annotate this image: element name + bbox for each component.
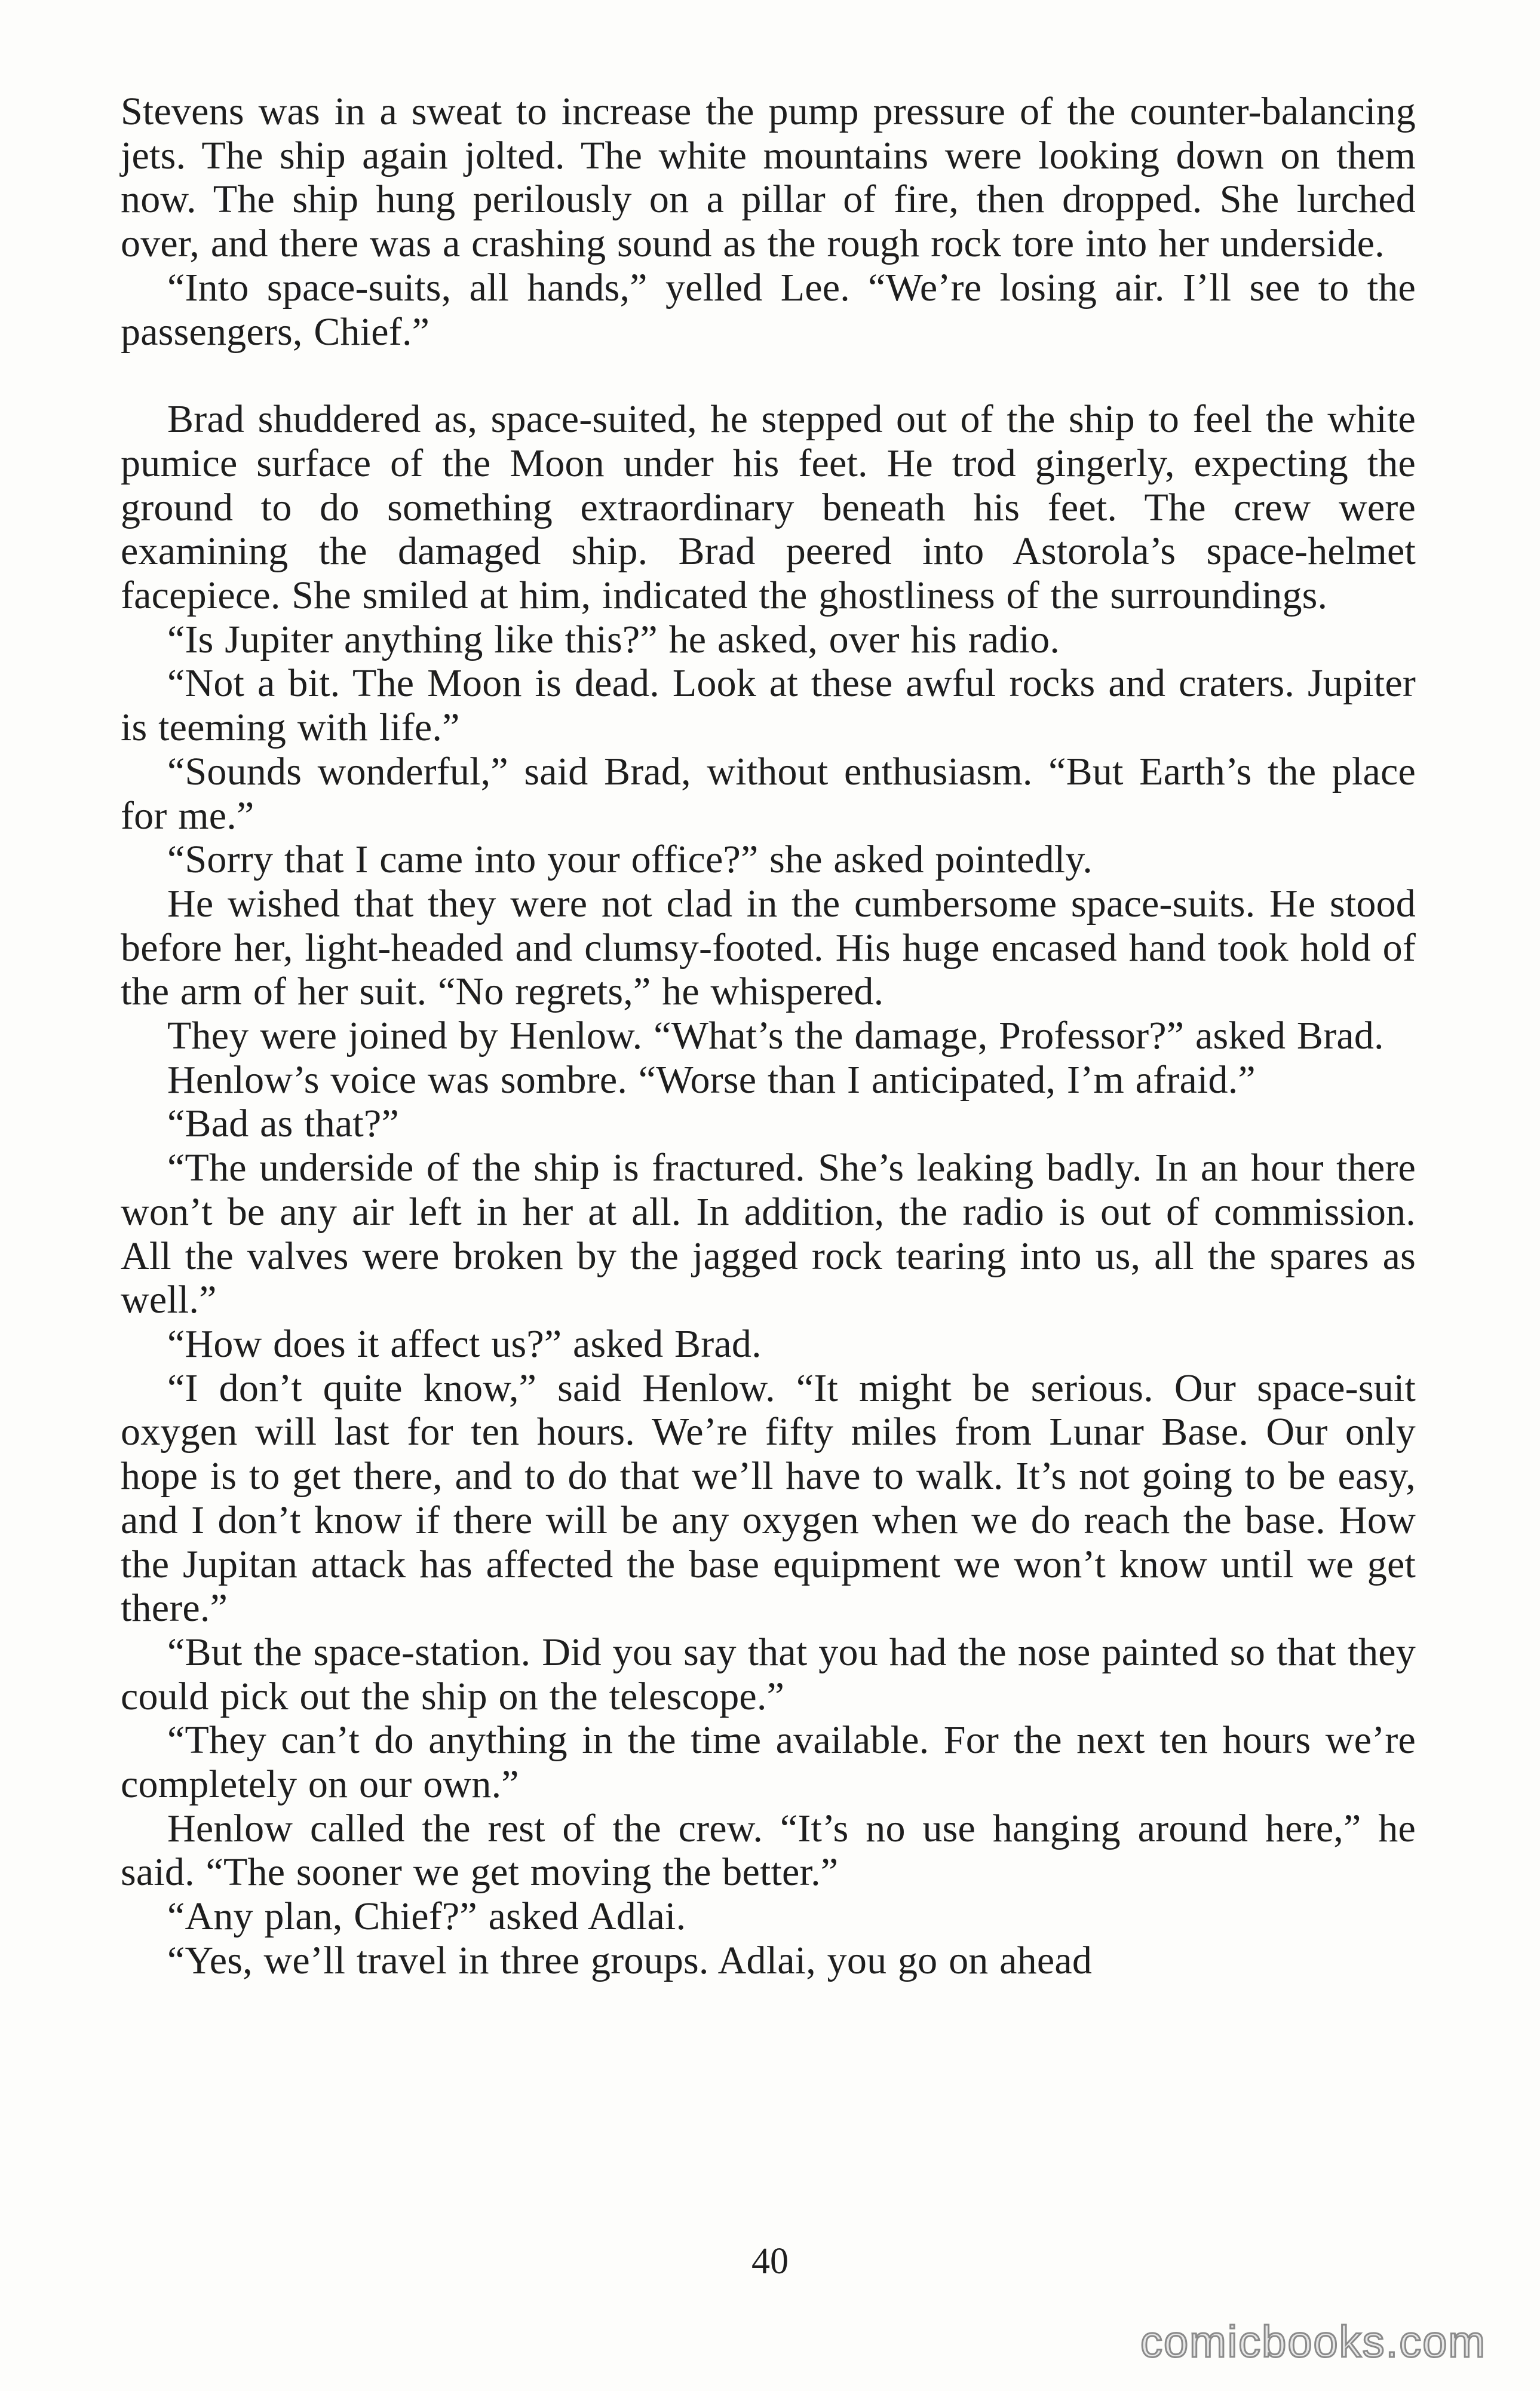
paragraph: “Sounds wonderful,” said Brad, without enthusiasm. “But Earth’s the place for me.” — [121, 749, 1416, 838]
paragraph: Stevens was in a sweat to increase the pump pressure of the counter-balancing jets. The ship again jolted. The white mountains were looking down on them now. The ship hung perilously on a pillar of fire, then dropped. She lurched over, and there was a crashing sound as the rough rock tore into her underside. — [121, 90, 1416, 266]
paragraph: “Not a bit. The Moon is dead. Look at these awful rocks and craters. Jupiter is teeming with life.” — [121, 661, 1416, 750]
paragraph: “How does it affect us?” asked Brad. — [167, 1322, 762, 1366]
paragraph: “I don’t quite know,” said Henlow. “It might be serious. Our space-suit oxygen will last for ten hours. We’re fifty miles from Lunar Base. Our only hope is to get there, and to do that we’ll have to walk. It’s not going to be easy, and I don’t know if there will be any oxygen when we do reach the base. How the Jupitan attack has affected the base equipment we won’t know until we get there.” — [121, 1366, 1416, 1630]
paragraph: Brad shuddered as, space-suited, he stepped out of the ship to feel the white pumice surface of the Moon under his feet. He trod gingerly, expecting the ground to do something extraordinary beneath his feet. The crew were examining the damaged ship. Brad peered into Astorola’s space-helmet facepiece. She smiled at him, indicated the ghostliness of the surroundings. — [121, 397, 1416, 618]
page-number: 40 — [751, 2241, 789, 2282]
paragraph: “Bad as that?” — [167, 1102, 399, 1146]
paragraph: “Any plan, Chief?” asked Adlai. — [167, 1895, 686, 1939]
paragraph: “Yes, we’ll travel in three groups. Adlai, you go on ahead — [167, 1938, 1093, 1982]
paragraph: “Into space-suits, all hands,” yelled Lee. “We’re losing air. I’ll see to the passengers, Chief.” — [121, 265, 1416, 354]
paragraph: He wished that they were not clad in the cumbersome space-suits. He stood before her, light-headed and clumsy-footed. His huge encased hand took hold of the arm of her suit. “No regrets,” he whispered. — [121, 881, 1416, 1014]
paragraph: Henlow called the rest of the crew. “It’s no use hanging around here,” he said. “The sooner we get moving the better.” — [121, 1806, 1416, 1895]
paragraph: “They can’t do anything in the time available. For the next ten hours we’re completely on our own.” — [121, 1718, 1416, 1807]
watermark: comicbooks.com — [1140, 2317, 1486, 2367]
paragraph: They were joined by Henlow. “What’s the damage, Professor?” asked Brad. — [167, 1014, 1384, 1058]
paragraph: “The underside of the ship is fractured. She’s leaking badly. In an hour there won’t be any air left in her at all. In addition, the radio is out of commission. All the valves were broken by the jagged rock tearing into us, all the spares as well.” — [121, 1146, 1416, 1322]
paragraph: Henlow’s voice was sombre. “Worse than I anticipated, I’m afraid.” — [167, 1057, 1256, 1102]
body-text — [121, 90, 1416, 1983]
paragraph: “Is Jupiter anything like this?” he asked, over his radio. — [167, 617, 1060, 661]
paragraph: “But the space-station. Did you say that you had the nose painted so that they could pick out the ship on the telescope.” — [121, 1630, 1416, 1718]
paragraph: “Sorry that I came into your office?” she asked pointedly. — [167, 838, 1093, 882]
